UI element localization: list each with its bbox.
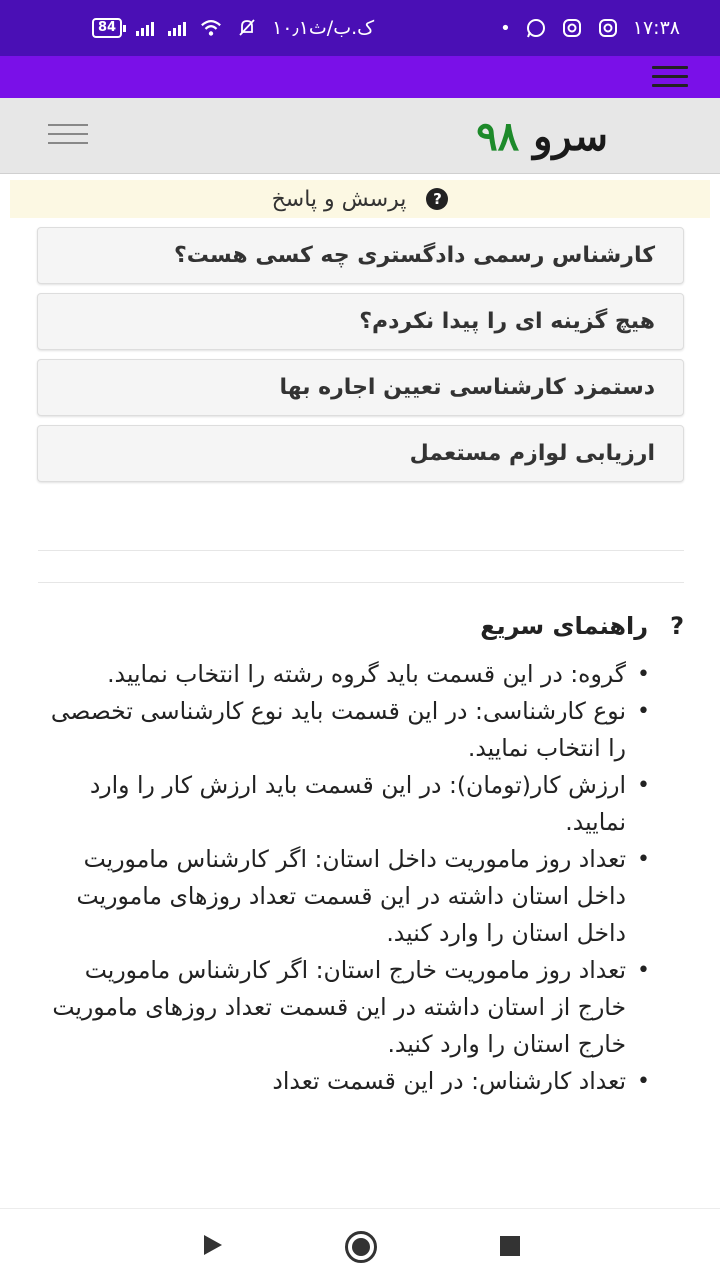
back-icon[interactable] (204, 1235, 222, 1255)
faq-item[interactable]: هیچ گزینه ای را پیدا نکردم؟ (37, 293, 684, 350)
faq-item[interactable]: دستمزد کارشناسی تعیین اجاره بها (37, 359, 684, 416)
home-icon[interactable] (345, 1231, 377, 1263)
site-logo[interactable] (466, 112, 608, 162)
clock: ۱۷:۳۸ (632, 17, 680, 39)
guide-item: • ارزش کار(تومان): در این قسمت باید ارزش کار را وارد نمایید. (50, 767, 650, 841)
battery-icon: 84 (92, 18, 122, 38)
divider (38, 582, 684, 583)
signal-icon (136, 20, 154, 36)
guide-item: • تعداد روز ماموریت داخل استان: اگر کارشناس ماموریت داخل استان داشته در این قسمت تعداد روزهای ماموریت داخل استان را وارد کنید. (50, 841, 650, 952)
guide-heading (480, 612, 684, 640)
app-bar (0, 56, 720, 98)
question-circle-icon: ? (426, 188, 448, 210)
instagram-icon (561, 17, 583, 39)
status-right (500, 17, 680, 39)
guide-item: • گروه: در این قسمت باید گروه رشته را انتخاب نمایید. (50, 656, 650, 693)
guide-list (50, 656, 650, 1206)
faq-item[interactable]: کارشناس رسمی دادگستری چه کسی هست؟ (37, 227, 684, 284)
network-speed: ۱۰٫۱ک.ب/ث (272, 17, 375, 39)
divider (38, 550, 684, 551)
signal-icon (168, 20, 186, 36)
system-nav-bar (0, 1208, 720, 1280)
guide-item: • تعداد کارشناس: در این قسمت تعداد (50, 1063, 650, 1100)
logo-word: سرو (533, 113, 608, 160)
whatsapp-icon (525, 17, 547, 39)
question-mark-icon: ? (670, 612, 684, 640)
status-bar (0, 0, 720, 56)
faq-title: پرسش و پاسخ (271, 186, 407, 212)
guide-item: • تعداد روز ماموریت خارج استان: اگر کارشناس ماموریت خارج از استان داشته در این قسمت تعداد روزهای ماموریت خارج استان را وارد کنید. (50, 952, 650, 1063)
logo-number: ۹۸ (476, 113, 520, 160)
faq-header (10, 180, 710, 218)
faq-list (37, 227, 684, 491)
instagram-icon (597, 17, 619, 39)
muted-bell-icon (236, 17, 258, 39)
site-header (0, 98, 720, 174)
guide-item: • نوع کارشناسی: در این قسمت باید نوع کارشناسی تخصصی را انتخاب نمایید. (50, 693, 650, 767)
site-menu-icon[interactable] (48, 124, 88, 146)
status-left (92, 17, 374, 39)
recent-apps-icon[interactable] (500, 1236, 520, 1256)
hamburger-menu-icon[interactable] (652, 66, 688, 88)
guide-title: راهنمای سریع (480, 612, 649, 640)
faq-item[interactable]: ارزیابی لوازم مستعمل (37, 425, 684, 482)
wifi-icon (200, 17, 222, 39)
dot-icon: • (500, 17, 511, 39)
